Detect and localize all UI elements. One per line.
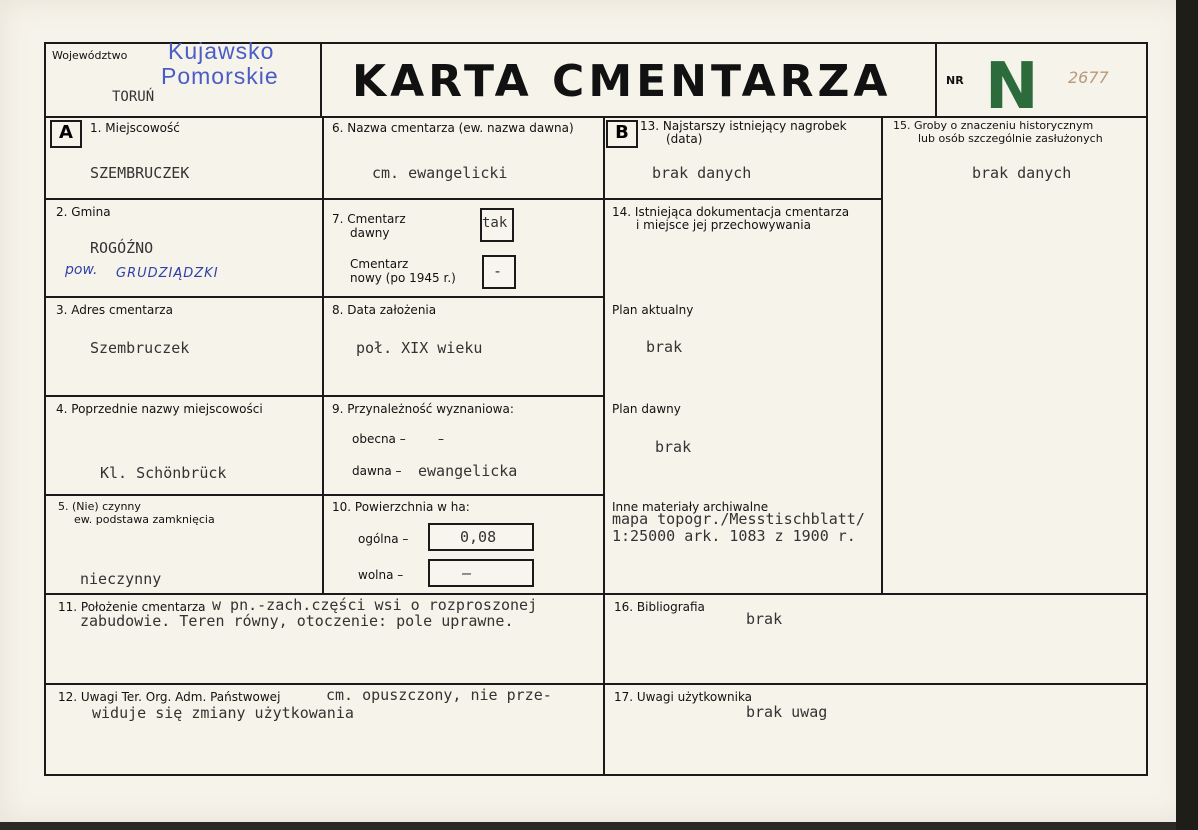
field-13-label-2: (data)	[666, 132, 703, 146]
field-12-value-2: widuje się zmiany użytkowania	[92, 704, 354, 722]
field-16-label: 16. Bibliografia	[614, 600, 705, 614]
field-2-handwritten-prefix: pow.	[65, 262, 98, 278]
voivodeship-stamp-line1: Kujawsko	[168, 38, 275, 64]
voivodeship-stamp-line2: Pomorskie	[161, 63, 279, 89]
field-9-dawna-value: ewangelicka	[418, 462, 518, 480]
field-4-value: Kl. Schönbrück	[100, 464, 227, 482]
field-10-ogolna-label: ogólna –	[358, 532, 409, 546]
scan-edge	[1176, 0, 1198, 830]
col-divider-3	[881, 116, 883, 594]
plan-old-label: Plan dawny	[612, 402, 681, 416]
plan-current-label: Plan aktualny	[612, 303, 694, 317]
field-11-value-1: w pn.-zach.części wsi o rozproszonej	[212, 596, 538, 614]
frame-bottom-line	[44, 774, 1148, 776]
field-2-label: 2. Gmina	[56, 205, 111, 219]
header-bottom-line	[44, 116, 1148, 118]
field-9-dawna-label: dawna –	[352, 464, 402, 478]
field-13-label-1: 13. Najstarszy istniejący nagrobek	[640, 119, 847, 133]
dawny-checkbox-value: tak	[482, 215, 508, 231]
field-9-obecna-label: obecna –	[352, 432, 406, 446]
field-9-label: 9. Przynależność wyznaniowa:	[332, 402, 514, 416]
field-12-value-1: cm. opuszczony, nie prze-	[326, 686, 552, 704]
field-6-label: 6. Nazwa cmentarza (ew. nazwa dawna)	[332, 121, 574, 135]
field-14-label-2: i miejsce jej przechowywania	[636, 218, 811, 232]
nowy-checkbox	[482, 255, 516, 289]
frame-left-line	[44, 42, 46, 776]
area-total-value: 0,08	[460, 528, 497, 546]
other-materials-value-1: mapa topogr./Messtischblatt/	[612, 510, 865, 528]
card-title: KARTA CMENTARZA	[352, 56, 892, 107]
field-6-value: cm. ewangelicki	[372, 164, 508, 182]
other-materials-label: Inne materiały archiwalne	[612, 500, 769, 514]
field-16-value: brak	[746, 610, 783, 628]
field-5-label-1: 5. (Nie) czynny	[58, 500, 141, 513]
row-line-6	[44, 683, 1148, 685]
field-11-label: 11. Położenie cmentarza	[58, 600, 206, 614]
area-free-box	[428, 559, 534, 587]
section-a-marker: A	[50, 120, 82, 148]
col-divider-1	[322, 116, 324, 594]
field-13-value: brak danych	[652, 164, 752, 182]
field-17-label: 17. Uwagi użytkownika	[614, 690, 753, 704]
area-free-value: –	[462, 564, 472, 582]
dawny-checkbox	[480, 208, 514, 242]
field-3-value: Szembruczek	[90, 339, 190, 357]
field-7-label-2: dawny	[350, 226, 390, 240]
nr-label: NR	[946, 74, 964, 87]
row-line-2	[44, 296, 605, 298]
header-divider-1	[320, 42, 322, 118]
area-total-box	[428, 523, 534, 551]
frame-right-line	[1146, 42, 1148, 776]
field-4-label: 4. Poprzednie nazwy miejscowości	[56, 402, 263, 416]
field-9-obecna-value: –	[438, 432, 444, 446]
nowy-checkbox-value: -	[493, 262, 503, 280]
field-12-label: 12. Uwagi Ter. Org. Adm. Państwowej	[58, 690, 281, 704]
field-7-nowy-label-1: Cmentarz	[350, 257, 409, 271]
field-5-label-2: ew. podstawa zamknięcia	[74, 513, 215, 526]
wojewodztwo-label: Województwo	[52, 49, 128, 62]
field-15-value: brak danych	[972, 164, 1072, 182]
nr-category-letter: N	[985, 50, 1039, 124]
other-materials-value-2: 1:25000 ark. 1083 z 1900 r.	[612, 527, 856, 545]
field-11-value-2: zabudowie. Teren równy, otoczenie: pole uprawne.	[80, 612, 514, 630]
plan-current-value: brak	[646, 338, 683, 356]
row-line-3	[44, 395, 605, 397]
field-1-value: SZEMBRUCZEK	[90, 164, 190, 182]
field-2-handwritten-powiat: GRUDZIĄDZKI	[116, 266, 219, 281]
field-7-label-1: 7. Cmentarz	[332, 212, 406, 226]
plan-old-value: brak	[655, 438, 692, 456]
row-line-4	[44, 494, 605, 496]
col-divider-2	[603, 116, 605, 774]
field-8-value: poł. XIX wieku	[356, 339, 483, 357]
field-15-label-1: 15. Groby o znaczeniu historycznym	[893, 119, 1094, 132]
field-17-value: brak uwag	[746, 703, 828, 721]
row-line-5	[44, 593, 1148, 595]
nr-number: 2677	[1068, 68, 1109, 87]
row-line-1	[44, 198, 605, 200]
header-divider-2	[935, 42, 937, 118]
field-10-wolna-label: wolna –	[358, 568, 404, 582]
row-line-b1	[603, 198, 883, 200]
section-b-marker: B	[606, 120, 638, 148]
powiat-value: TORUŃ	[112, 89, 155, 105]
field-10-label: 10. Powierzchnia w ha:	[332, 500, 470, 514]
field-1-label: 1. Miejscowość	[90, 121, 180, 135]
field-7-nowy-label-2: nowy (po 1945 r.)	[350, 271, 456, 285]
field-14-label-1: 14. Istniejąca dokumentacja cmentarza	[612, 205, 850, 219]
field-5-value: nieczynny	[80, 570, 162, 588]
field-3-label: 3. Adres cmentarza	[56, 303, 173, 317]
field-15-label-2: lub osób szczególnie zasłużonych	[918, 132, 1103, 145]
field-2-value: ROGÓŹNO	[90, 239, 154, 257]
field-8-label: 8. Data założenia	[332, 303, 437, 317]
